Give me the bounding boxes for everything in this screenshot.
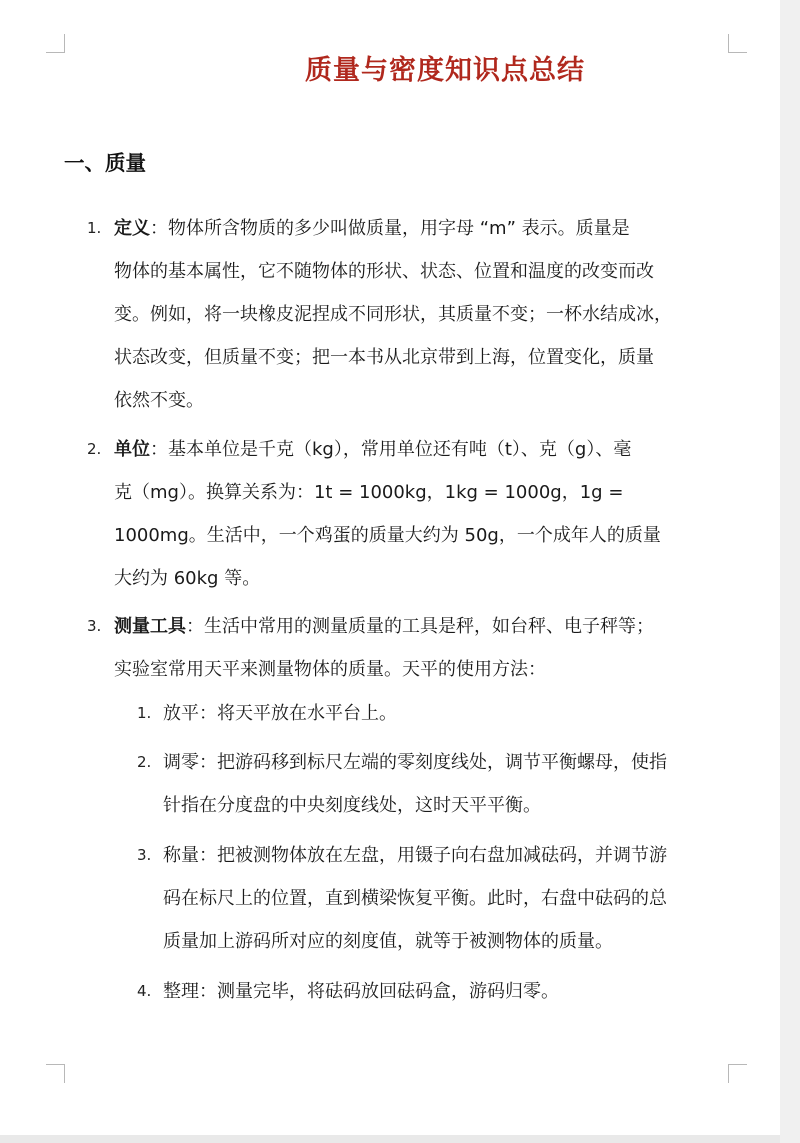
sub-list-item-tidy xyxy=(137,970,730,1013)
term-label: 单位 xyxy=(114,439,150,460)
list-line: 称量：把被测物体放在左盘，用镊子向右盘加减砝码，并调节游 xyxy=(163,845,667,866)
corner-mark-bottom-left xyxy=(46,1064,65,1083)
list-line: 物体的基本属性，它不随物体的形状、状态、位置和温度的改变而改 xyxy=(114,261,654,282)
term-separator: ： xyxy=(150,218,168,239)
list-line: 质量加上游码所对应的刻度值，就等于被测物体的质量。 xyxy=(163,931,613,952)
sub-list-item-body xyxy=(163,741,730,827)
document-title: 质量与密度知识点总结 xyxy=(305,55,585,86)
sub-list-number: 4. xyxy=(137,982,152,1000)
list-line-text: 生活中常用的测量质量的工具是秤，如台秤、电子秤等； xyxy=(204,616,654,637)
list-line: 码在标尺上的位置，直到横梁恢复平衡。此时，右盘中砝码的总 xyxy=(163,888,667,909)
sub-list-item-body xyxy=(163,970,730,1013)
term-separator: ： xyxy=(186,616,204,637)
list-line xyxy=(114,428,730,471)
list-item-body xyxy=(114,428,730,600)
term-label: 定义 xyxy=(114,218,150,239)
window-scroll-edge xyxy=(780,0,800,1143)
list-line-text: 基本单位是千克（kg），常用单位还有吨（t）、克（g）、毫 xyxy=(168,439,632,460)
list-item-measuring-tool xyxy=(87,605,730,691)
list-item-definition xyxy=(87,207,730,422)
list-line: 调零：把游码移到标尺左端的零刻度线处，调节平衡螺母，使指 xyxy=(163,752,667,773)
corner-mark-top-right xyxy=(728,34,747,53)
list-item-body xyxy=(114,207,730,422)
list-line: 依然不变。 xyxy=(114,390,204,411)
list-item-body xyxy=(114,605,730,691)
list-line: 1000mg。生活中，一个鸡蛋的质量大约为 50g，一个成年人的质量 xyxy=(114,525,661,546)
list-number: 2. xyxy=(87,440,102,458)
sub-list-number: 1. xyxy=(137,704,152,722)
list-line: 状态改变，但质量不变；把一本书从北京带到上海，位置变化，质量 xyxy=(114,347,654,368)
term-label: 测量工具 xyxy=(114,616,186,637)
sub-list-number: 3. xyxy=(137,846,152,864)
list-line xyxy=(114,207,730,250)
sub-list-item-body xyxy=(163,692,730,735)
sub-list-item-zero xyxy=(137,741,730,827)
list-item-unit xyxy=(87,428,730,600)
list-number: 1. xyxy=(87,219,102,237)
list-line: 变。例如，将一块橡皮泥捏成不同形状，其质量不变；一杯水结成冰， xyxy=(114,304,672,325)
section-heading: 一、质量 xyxy=(64,151,146,175)
sub-list-number: 2. xyxy=(137,753,152,771)
sub-list-item-weigh xyxy=(137,834,730,963)
list-line: 实验室常用天平来测量物体的质量。天平的使用方法： xyxy=(114,659,546,680)
corner-mark-bottom-right xyxy=(728,1064,747,1083)
list-line: 针指在分度盘的中央刻度线处，这时天平平衡。 xyxy=(163,795,541,816)
list-line: 整理：测量完毕，将砝码放回砝码盒，游码归零。 xyxy=(163,981,559,1002)
list-line: 大约为 60kg 等。 xyxy=(114,568,261,589)
list-line: 克（mg）。换算关系为：1t = 1000kg，1kg = 1000g，1g = xyxy=(114,482,624,503)
list-line-text: 物体所含物质的多少叫做质量，用字母 “m” 表示。质量是 xyxy=(168,218,630,239)
list-number: 3. xyxy=(87,617,102,635)
term-separator: ： xyxy=(150,439,168,460)
sub-list-item-level xyxy=(137,692,730,735)
list-line: 放平：将天平放在水平台上。 xyxy=(163,703,397,724)
corner-mark-top-left xyxy=(46,34,65,53)
sub-list-item-body xyxy=(163,834,730,963)
list-line xyxy=(114,605,730,648)
